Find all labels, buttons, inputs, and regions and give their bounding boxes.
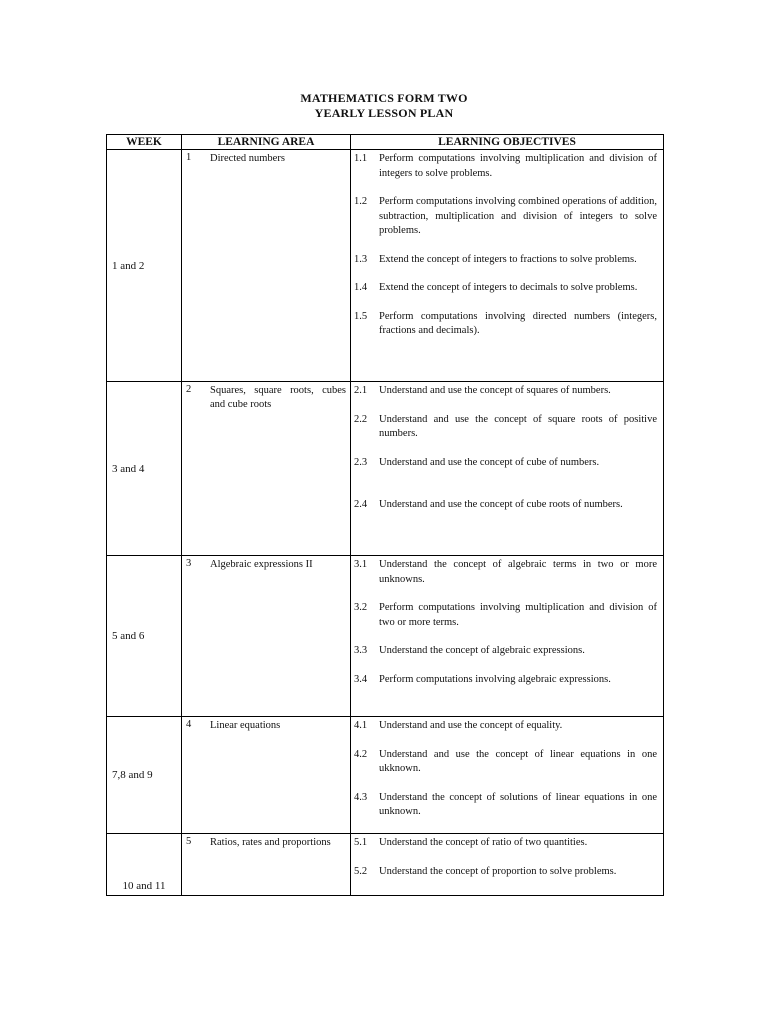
area-number: 1 xyxy=(186,152,192,163)
objective-item xyxy=(354,195,657,239)
objective-number: 5.2 xyxy=(354,865,368,877)
objective-number: 4.2 xyxy=(354,748,368,760)
objective-number: 3.2 xyxy=(354,602,368,613)
learning-area-cell xyxy=(182,717,351,834)
objective-text: Understand the concept of ratio of two quantities. xyxy=(379,837,588,848)
objective-item xyxy=(354,865,657,880)
area-number: 2 xyxy=(186,384,192,395)
objective-item xyxy=(354,253,657,268)
header-week: WEEK xyxy=(107,135,182,150)
objective-number: 2.1 xyxy=(354,385,368,396)
header-learning-area: LEARNING AREA xyxy=(182,135,351,150)
lesson-plan-table xyxy=(106,134,664,896)
objective-number: 2.4 xyxy=(354,499,368,510)
objective-item xyxy=(354,310,657,339)
document-title: MATHEMATICS FORM TWO xyxy=(300,91,468,105)
objective-number: 1.3 xyxy=(354,253,368,265)
objective-number: 2.2 xyxy=(354,413,368,425)
objective-item xyxy=(354,673,657,688)
objective-text: Understand and use the concept of linear equations in one ukknown. xyxy=(379,748,657,774)
objective-number: 1.1 xyxy=(354,153,368,164)
objective-text: Perform computations involving directed numbers (integers, fractions and decimals). xyxy=(379,310,657,336)
objective-item xyxy=(354,836,657,851)
table-row xyxy=(107,556,664,717)
area-name: Linear equations xyxy=(210,720,281,731)
objective-text: Understand and use the concept of square roots of positive numbers. xyxy=(379,413,657,439)
area-name: Squares, square roots, cubes and cube roots xyxy=(210,385,346,410)
objective-number: 4.1 xyxy=(354,720,368,731)
objective-item xyxy=(354,413,657,442)
area-number: 5 xyxy=(186,836,192,847)
objective-item xyxy=(354,558,657,587)
objective-item xyxy=(354,719,657,734)
objective-number: 3.3 xyxy=(354,645,368,656)
objective-text: Understand the concept of solutions of linear equations in one unknown. xyxy=(379,791,657,817)
objectives-cell xyxy=(351,382,664,556)
objective-text: Perform computations involving combined operations of addition, subtraction, multiplication and division of integers to solve problems. xyxy=(379,196,657,236)
objective-item xyxy=(354,748,657,777)
objective-number: 2.3 xyxy=(354,456,368,468)
table-row xyxy=(107,150,664,382)
objective-item xyxy=(354,791,657,820)
objective-text: Understand and use the concept of cube roots of numbers. xyxy=(379,499,623,510)
objective-text: Understand the concept of algebraic expressions. xyxy=(379,645,585,656)
area-name: Ratios, rates and proportions xyxy=(210,837,331,848)
header-learning-objectives: LEARNING OBJECTIVES xyxy=(351,135,664,150)
objectives-cell xyxy=(351,717,664,834)
document-subtitle: YEARLY LESSON PLAN xyxy=(314,106,454,120)
week-cell: 7,8 and 9 xyxy=(107,717,182,834)
table-row xyxy=(107,717,664,834)
table-row xyxy=(107,834,664,896)
objective-text: Understand and use the concept of squares of numbers. xyxy=(379,385,611,396)
learning-area-cell xyxy=(182,382,351,556)
objective-number: 1.4 xyxy=(354,282,368,293)
objectives-cell xyxy=(351,834,664,896)
week-cell: 3 and 4 xyxy=(107,382,182,556)
objective-text: Understand and use the concept of equality. xyxy=(379,720,563,731)
objective-text: Perform computations involving algebraic expressions. xyxy=(379,673,611,685)
objective-text: Extend the concept of integers to fractions to solve problems. xyxy=(379,253,637,265)
objective-number: 4.3 xyxy=(354,791,368,803)
table-header-row xyxy=(107,135,664,150)
objective-number: 5.1 xyxy=(354,837,368,848)
objective-number: 1.2 xyxy=(354,196,368,207)
objective-item xyxy=(354,384,657,399)
objectives-cell xyxy=(351,150,664,382)
area-number: 4 xyxy=(186,719,192,730)
objective-item xyxy=(354,601,657,630)
table-row xyxy=(107,382,664,556)
objective-item xyxy=(354,281,657,296)
week-cell: 5 and 6 xyxy=(107,556,182,717)
objective-text: Perform computations involving multiplication and division of two or more terms. xyxy=(379,602,657,628)
objective-text: Extend the concept of integers to decimals to solve problems. xyxy=(379,282,638,293)
objective-text: Understand the concept of proportion to solve problems. xyxy=(379,865,617,877)
objective-text: Understand the concept of algebraic terms in two or more unknowns. xyxy=(379,559,657,585)
week-cell: 10 and 11 xyxy=(107,834,182,896)
week-cell: 1 and 2 xyxy=(107,150,182,382)
objective-number: 1.5 xyxy=(354,310,368,322)
objective-item xyxy=(354,644,657,659)
objective-item xyxy=(354,456,657,471)
learning-area-cell xyxy=(182,150,351,382)
learning-area-cell xyxy=(182,834,351,896)
objective-text: Understand and use the concept of cube of numbers. xyxy=(379,456,600,468)
area-name: Directed numbers xyxy=(210,153,285,164)
objective-number: 3.4 xyxy=(354,673,368,685)
learning-area-cell xyxy=(182,556,351,717)
objective-text: Perform computations involving multiplication and division of integers to solve problems. xyxy=(379,153,657,179)
objective-item xyxy=(354,498,657,513)
area-number: 3 xyxy=(186,558,192,569)
objective-item xyxy=(354,152,657,181)
objectives-cell xyxy=(351,556,664,717)
objective-number: 3.1 xyxy=(354,559,368,570)
area-name: Algebraic expressions II xyxy=(210,559,313,570)
